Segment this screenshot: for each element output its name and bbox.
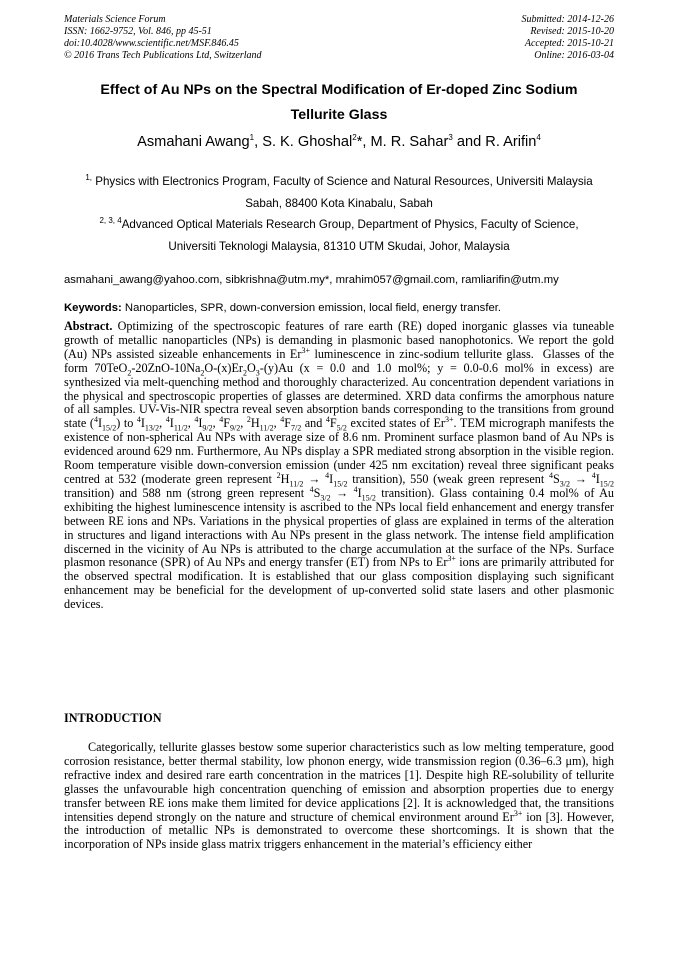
author-affiliation-mark: 3 <box>448 133 453 143</box>
abstract-text: Optimizing of the spectroscopic features of rare earth (RE) doped inorganic glasses via tuneable growth of metallic nanoparticles (NPs) is demanding in plasmonic based nanophotonics. We report the gold (Au) NPs assisted sizeable enhancements in $Er^{3+}$ luminescence in zinc-sodium tellurite glass. Glasses of the form $70TeO_2-20ZnO-10Na_2O-(x)Er_2O_3-(y)Au$ (x = 0.0 and 1.0 mol%; y = 0.0-0.6 mol% in excess) are synthesized via melt-quenching method and thoroughly characterized. Au concentration dependent variations in the physical and spectroscopic properties of glasses are determined. XRD data confirms the amorphous nature of all samples. UV-Vis-NIR spectra reveal seven absorption bands corresponding to the transitions from ground state $(^4I_{15/2})$ to $^4I_{13/2}$, $^4I_{11/2}$, $^4I_{9/2}$, $^4F_{9/2}$, $^2H_{11/2}$, $^4F_{7/2}$ and $^4F_{5/2}$ excited states of $Er^{3+}$. TEM micrograph manifests the existence of non-spherical Au NPs with average size of 8.6 nm. Prominent surface plasmon band of Au NPs is evidenced around 629 nm. Furthermore, Au NPs display a SPR mediated strong absorption in the visible region. Room temperature visible down-conversion emission (under 425 nm excitation) reveal three significant peaks centred at 532 (moderate green represent $^2H_{11/2} \to ^4I_{15/2}$ transition), 550 (weak green represent $^4S_{3/2} \to ^4I_{15/2}$ transition) and 588 nm (strong green represent $^4S_{3/2} \to ^4I_{15/2}$ transition). Glass containing 0.4 mol% of Au exhibiting the highest luminescence intensity is ascribed to the NPs local field enhancement and energy transfer between RE ions and NPs. Variations in the physical properties of glass are explained in terms of the alteration in structures and ligand interactions with Au NPs present in the glass network. The intense field amplification discerned in the vicinity of Au NPs is attributed to the charge accumulation at the surface of the NPs. Surface plasmon resonance (SPR) of Au NPs and energy transfer (ET) from NPs to $Er^{3+}$ ions are primarily attributed for the observed spectral modification. It is established that our glass composition displaying such significant enhancement may be beneficial for the development of up-converted solid state lasers and other plasmonic devices. <box>64 319 615 612</box>
affiliation-line: Sabah, 88400 Kota Kinabalu, Sabah <box>245 197 433 210</box>
author-name: M. R. Sahar <box>370 134 449 150</box>
journal-issn: ISSN: 1662-9752, Vol. 846, pp 45-51 <box>64 26 212 37</box>
revised-date: Revised: 2015-10-20 <box>530 26 614 37</box>
author-affiliation-mark: 2 <box>352 133 357 143</box>
affiliation-line: Advanced Optical Materials Research Group, Department of Physics, Faculty of Science, <box>121 218 579 231</box>
journal-header-left <box>64 14 262 62</box>
affiliation-mark: 2, 3, 4 <box>99 216 122 226</box>
accepted-date: Accepted: 2015-10-21 <box>524 38 614 49</box>
author-name: Asmahani Awang <box>137 134 250 150</box>
keywords-label: Keywords: <box>64 302 122 314</box>
author-affiliation-mark: 1 <box>249 133 255 143</box>
journal-header-right <box>522 14 615 62</box>
affiliation-2 <box>50 214 628 258</box>
submitted-date: Submitted: 2014-12-26 <box>521 14 614 25</box>
author-list <box>40 132 638 152</box>
author-emails: asmahani_awang@yahoo.com, sibkrishna@utm.my*, mrahim057@gmail.com, ramliarifin@utm.my <box>64 274 559 286</box>
paper-title-line-1: Effect of Au NPs on the Spectral Modification of Er-doped Zinc Sodium <box>100 82 578 98</box>
author-name: R. Arifin <box>485 134 537 150</box>
author-separator: and <box>452 134 486 150</box>
author-name: S. K. Ghoshal <box>262 134 353 150</box>
journal-doi: doi:10.4028/www.scientific.net/MSF.846.45 <box>64 38 239 49</box>
introduction-paragraph: Categorically, tellurite glasses bestow some superior characteristics such as low melting temperature, good corrosion resistance, better thermal stability, low phonon energy, wide transmission region (0.36–6.3 μm), high refractive index and desired rare earth concentration in the matrices [1]. Despite high RE-solubility of tellurite glasses the unfavourable high concentration quenching of emission and absorption properties due to energy transfer between RE ions make them limited for device applications [2]. It is acknowledged that, the transitions intensities depend strongly on the nature and structure of chemical environment around $Er^{3+}$ ion [3]. However, the introduction of metallic NPs is demonstrated to overcome these shortcomings. It is shown that the incorporation of NPs inside glass matrix triggers enhancement in the material’s efficiency either <box>64 740 614 852</box>
journal-copyright: © 2016 Trans Tech Publications Ltd, Switzerland <box>64 50 262 61</box>
keywords <box>64 300 624 316</box>
author-separator: *, <box>356 134 371 150</box>
section-heading-introduction: INTRODUCTION <box>64 711 162 725</box>
online-date: Online: 2016-03-04 <box>534 50 614 61</box>
affiliation-1 <box>50 171 628 215</box>
author-separator: , <box>254 134 263 150</box>
paper-title-line-2: Tellurite Glass <box>290 107 388 123</box>
abstract <box>64 320 614 612</box>
journal-name: Materials Science Forum <box>64 14 166 25</box>
paper-title <box>50 78 628 128</box>
affiliation-line: Universiti Teknologi Malaysia, 81310 UTM Skudai, Johor, Malaysia <box>168 240 510 253</box>
author-affiliation-mark: 4 <box>536 133 541 143</box>
affiliation-line: Physics with Electronics Program, Faculty of Science and Natural Resources, Universiti Malaysia <box>92 175 593 188</box>
abstract-label: Abstract. <box>64 319 113 333</box>
keywords-text: Nanoparticles, SPR, down-conversion emission, local field, energy transfer. <box>121 302 502 314</box>
affiliation-mark: 1, <box>85 173 92 183</box>
